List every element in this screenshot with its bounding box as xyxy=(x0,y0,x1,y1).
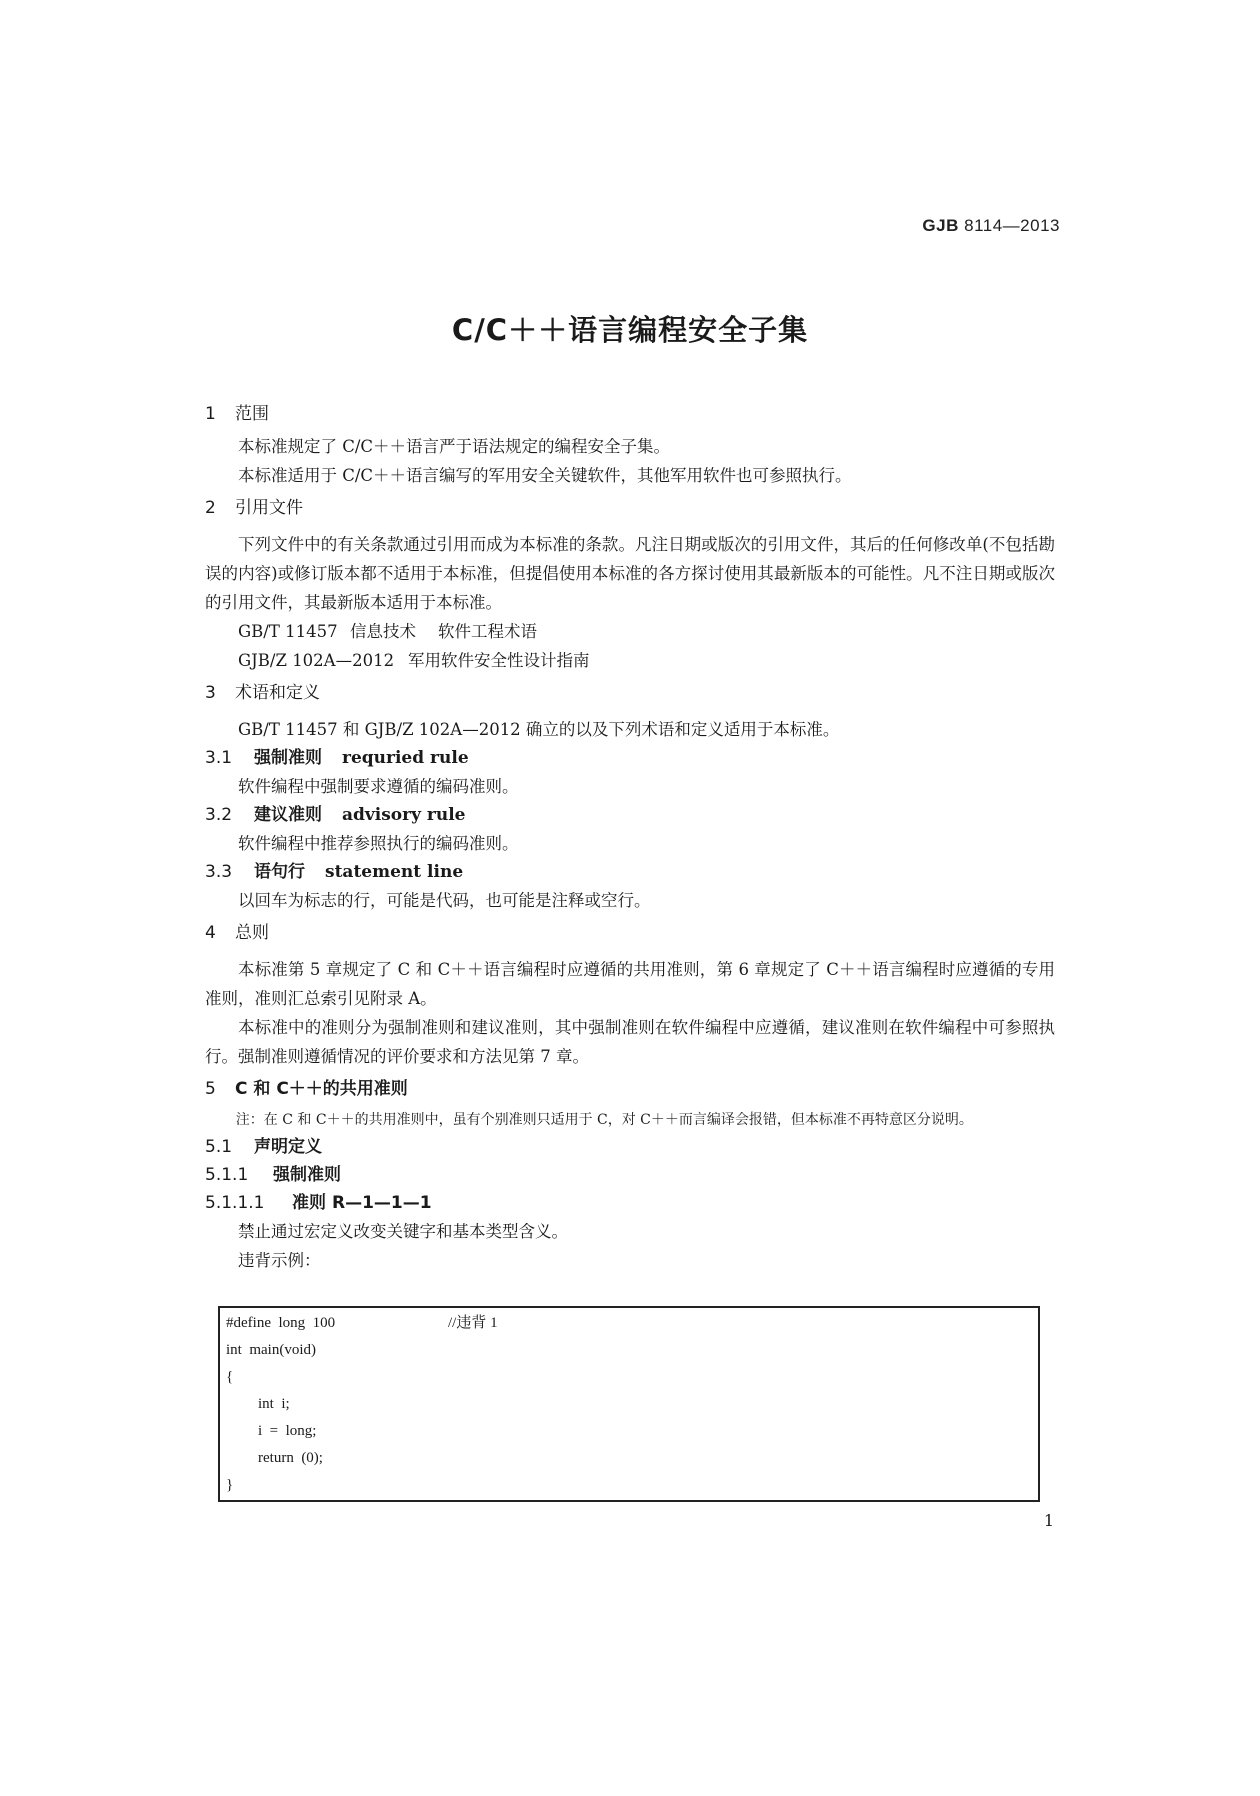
subsection-5-1-heading xyxy=(205,1133,1055,1161)
subsection-title: 强制准则 xyxy=(273,1165,341,1185)
term-definition: 以回车为标志的行，可能是代码，也可能是注释或空行。 xyxy=(238,891,651,910)
term-heading xyxy=(205,801,1055,829)
code-line: i = long; xyxy=(258,1423,317,1439)
document-title: C/C＋＋语言编程安全子集 xyxy=(451,313,809,347)
section-title: 范围 xyxy=(235,404,269,424)
subsection-number: 5.1 xyxy=(205,1137,233,1157)
section-5-heading xyxy=(205,1075,1055,1103)
code-line: int i; xyxy=(258,1396,290,1412)
term-definition: 软件编程中推荐参照执行的编码准则。 xyxy=(238,834,519,853)
code-line: return (0); xyxy=(258,1450,323,1466)
example-label: 违背示例： xyxy=(238,1251,321,1270)
term-number: 3.3 xyxy=(205,862,233,882)
section-3-heading xyxy=(205,679,1055,707)
term-cn: 强制准则 xyxy=(254,748,322,768)
page-number: 1 xyxy=(1043,1511,1054,1530)
code-comment: //违背 1 xyxy=(448,1315,498,1331)
section-number: 3 xyxy=(205,683,216,703)
subsection-number: 5.1.1 xyxy=(205,1165,249,1185)
section-2-para-1: 下列文件中的有关条款通过引用而成为本标准的条款。凡注日期或版次的引用文件，其后的任何修改单(不包括勘误的内容)或修订版本都不适用于本标准，但提倡使用本标准的各方探讨使用其最新版本的可能性。凡不注日期或版次的引用文件，其最新版本适用于本标准。 xyxy=(205,535,1055,612)
section-number: 2 xyxy=(205,498,216,518)
rule-number: 5.1.1.1 xyxy=(205,1193,265,1213)
rule-text: 禁止通过宏定义改变关键字和基本类型含义。 xyxy=(238,1222,568,1241)
code-example-box xyxy=(218,1306,1040,1502)
code-line: #define long 100 //违背 1 xyxy=(226,1310,335,1337)
term-cn: 建议准则 xyxy=(254,805,322,825)
section-title: C 和 C＋＋的共用准则 xyxy=(235,1079,408,1099)
section-number: 5 xyxy=(205,1079,216,1099)
term-en: statement line xyxy=(325,862,464,882)
section-4-para-1: 本标准第 5 章规定了 C 和 C＋＋语言编程时应遵循的共用准则，第 6 章规定了 C＋＋语言编程时应遵循的专用准则，准则汇总索引见附录 A。 xyxy=(205,960,1055,1008)
term-en: advisory rule xyxy=(342,805,466,825)
term-number: 3.2 xyxy=(205,805,233,825)
document-body xyxy=(205,400,1055,1275)
reference-code: GB/T 11457 xyxy=(238,622,338,641)
section-title: 引用文件 xyxy=(235,498,303,518)
term-heading xyxy=(205,744,1055,772)
section-4-para-2: 本标准中的准则分为强制准则和建议准则，其中强制准则在软件编程中应遵循，建议准则在软件编程中可参照执行。强制准则遵循情况的评价要求和方法见第 7 章。 xyxy=(205,1018,1055,1066)
section-number: 1 xyxy=(205,404,216,424)
section-number: 4 xyxy=(205,923,216,943)
code-line: int main(void) xyxy=(226,1342,316,1358)
subsection-title: 声明定义 xyxy=(254,1137,322,1157)
term-en: requried rule xyxy=(342,748,469,768)
section-1-para-2: 本标准适用于 C/C＋＋语言编写的军用安全关键软件，其他军用软件也可参照执行。 xyxy=(238,466,852,485)
reference-subtitle: 软件工程术语 xyxy=(438,622,537,641)
section-4-heading xyxy=(205,919,1055,947)
code-line: { xyxy=(226,1369,234,1385)
rule-heading xyxy=(205,1189,1055,1217)
term-definition: 软件编程中强制要求遵循的编码准则。 xyxy=(238,777,519,796)
code-line: } xyxy=(226,1477,234,1493)
section-5-note: 注：在 C 和 C＋＋的共用准则中，虽有个别准则只适用于 C，对 C＋＋而言编译会报错，但本标准不再特意区分说明。 xyxy=(235,1112,973,1128)
term-number: 3.1 xyxy=(205,748,233,768)
rule-label: 准则 xyxy=(292,1193,326,1213)
standard-code-prefix: GJB xyxy=(922,216,959,235)
section-3-para-1: GB/T 11457 和 GJB/Z 102A—2012 确立的以及下列术语和定义适用于本标准。 xyxy=(238,720,840,739)
reference-item xyxy=(205,646,1055,675)
term-cn: 语句行 xyxy=(254,862,305,882)
subsection-5-1-1-heading xyxy=(205,1161,1055,1189)
rule-code: R—1—1—1 xyxy=(332,1193,432,1213)
standard-code xyxy=(922,216,1060,236)
reference-title: 信息技术 xyxy=(350,622,416,641)
term-heading xyxy=(205,858,1055,886)
reference-title: 军用软件安全性设计指南 xyxy=(408,651,590,670)
reference-item xyxy=(205,617,1055,646)
section-1-para-1: 本标准规定了 C/C＋＋语言严于语法规定的编程安全子集。 xyxy=(238,437,671,456)
standard-code-number: 8114—2013 xyxy=(958,216,1060,235)
section-title: 总则 xyxy=(235,923,269,943)
section-1-heading xyxy=(205,400,1055,428)
section-title: 术语和定义 xyxy=(235,683,320,703)
section-2-heading xyxy=(205,494,1055,522)
reference-code: GJB/Z 102A—2012 xyxy=(238,651,395,670)
